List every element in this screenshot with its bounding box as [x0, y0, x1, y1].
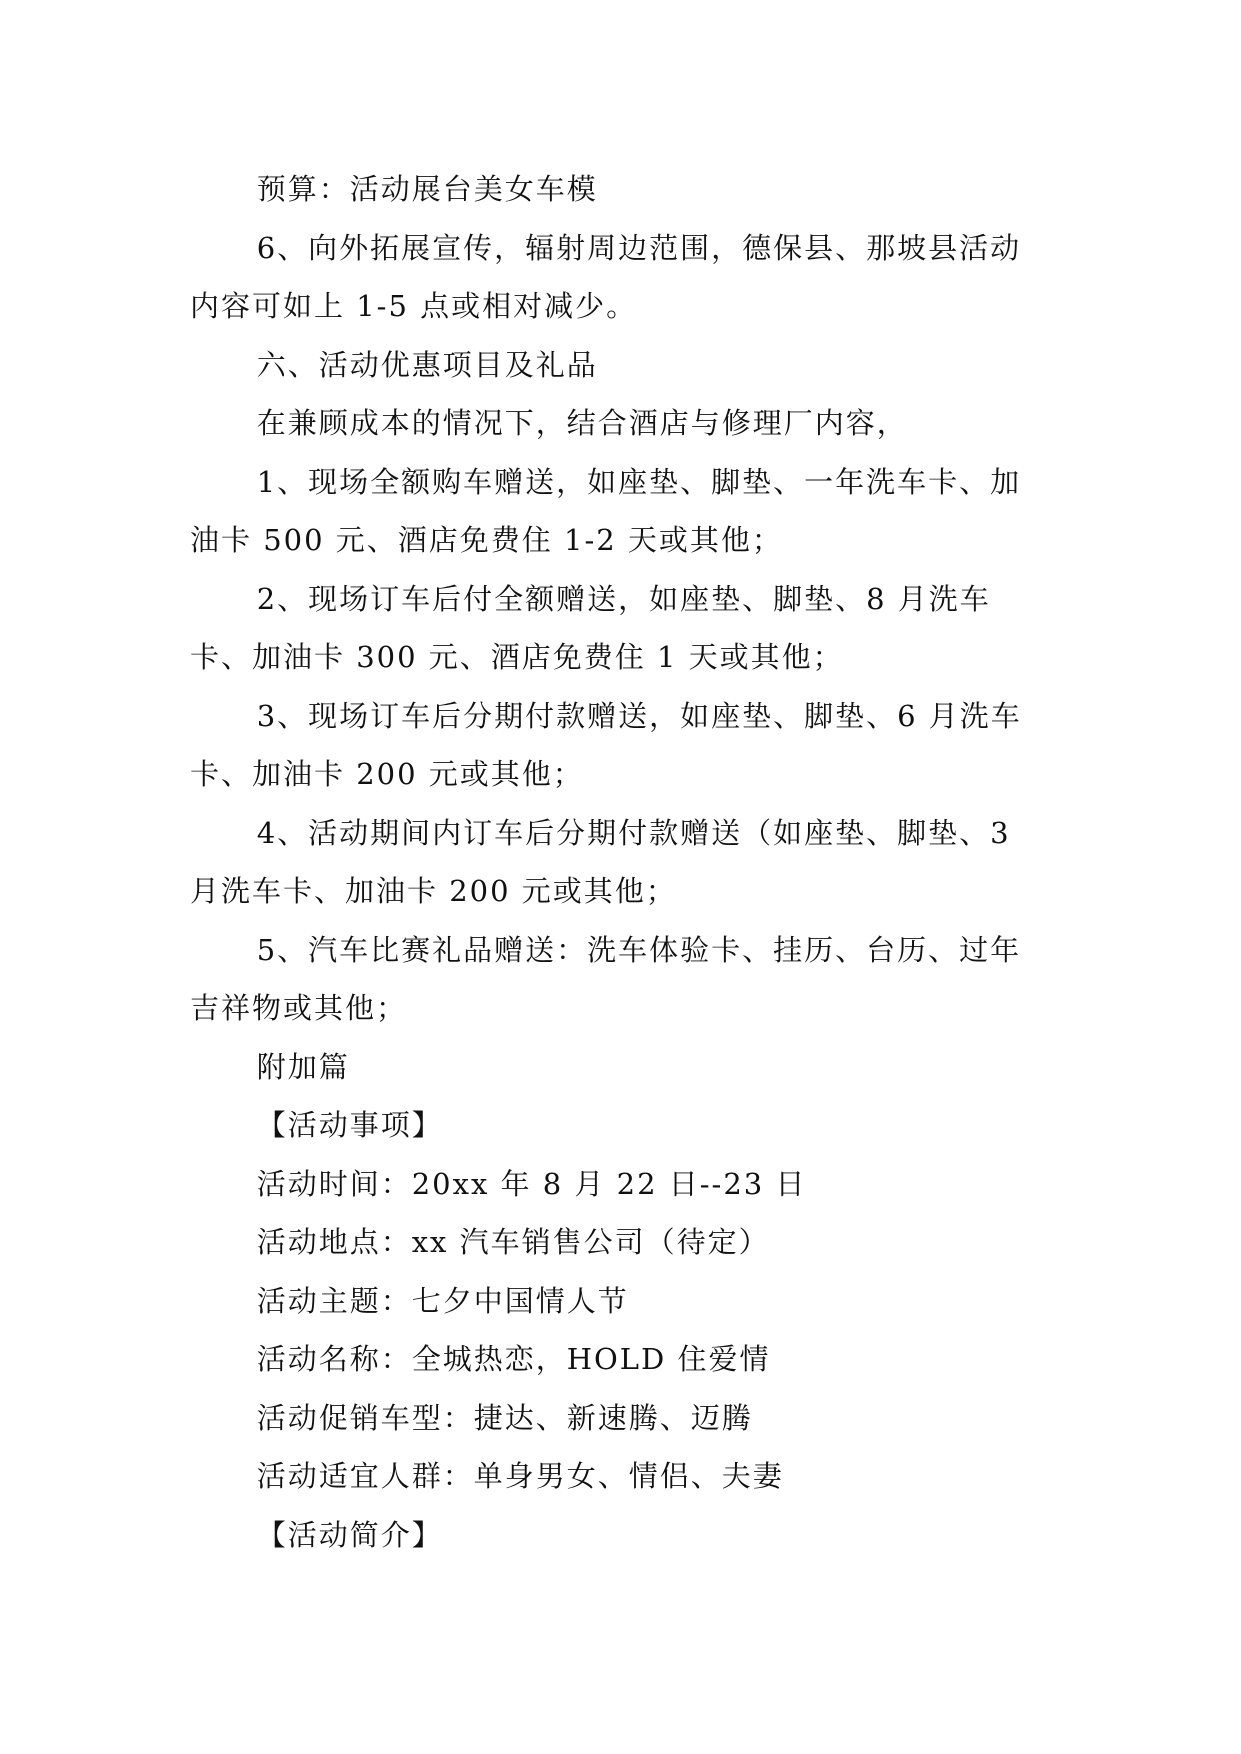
document-body — [190, 160, 1052, 1564]
activity-theme: 活动主题：七夕中国情人节 — [256, 1283, 629, 1318]
activity-car-models: 活动促销车型：捷达、新速腾、迈腾 — [256, 1400, 753, 1435]
paragraph-budget: 预算：活动展台美女车模 — [256, 172, 598, 206]
paragraph-item-6: 6、向外拓展宣传，辐射周边范围，德保县、那坡县活动内容可如上 1-5 点或相对减少。 — [190, 230, 1022, 323]
list-item-5: 5、汽车比赛礼品赠送：洗车体验卡、挂历、台历、过年吉祥物或其他； — [190, 932, 1022, 1025]
activity-name: 活动名称：全城热恋，HOLD 住爱情 — [256, 1342, 771, 1376]
list-item-3: 3、现场订车后分期付款赠送，如座垫、脚垫、6 月洗车卡、加油卡 200 元或其他； — [190, 698, 1022, 791]
list-item-2: 2、现场订车后付全额赠送，如座垫、脚垫、8 月洗车卡、加油卡 300 元、酒店免费住 1 天或其他； — [190, 581, 991, 674]
section-heading-activity-items: 【活动事项】 — [256, 1108, 443, 1142]
appendix-heading: 附加篇 — [256, 1049, 350, 1084]
activity-location: 活动地点：xx 汽车销售公司（待定） — [256, 1225, 770, 1259]
activity-audience: 活动适宜人群：单身男女、情侣、夫妻 — [256, 1459, 784, 1493]
list-item-1: 1、现场全额购车赠送，如座垫、脚垫、一年洗车卡、加油卡 500 元、酒店免费住 1-2 天或其他； — [190, 464, 1022, 557]
section-heading-activity-intro: 【活动简介】 — [256, 1517, 443, 1552]
list-item-4: 4、活动期间内订车后分期付款赠送（如座垫、脚垫、3 月洗车卡、加油卡 200 元或其他； — [190, 815, 1011, 908]
section-heading-6: 六、活动优惠项目及礼品 — [256, 347, 598, 382]
activity-time: 活动时间：20xx 年 8 月 22 日--23 日 — [256, 1166, 807, 1201]
paragraph-intro: 在兼顾成本的情况下，结合酒店与修理厂内容， — [256, 406, 908, 440]
